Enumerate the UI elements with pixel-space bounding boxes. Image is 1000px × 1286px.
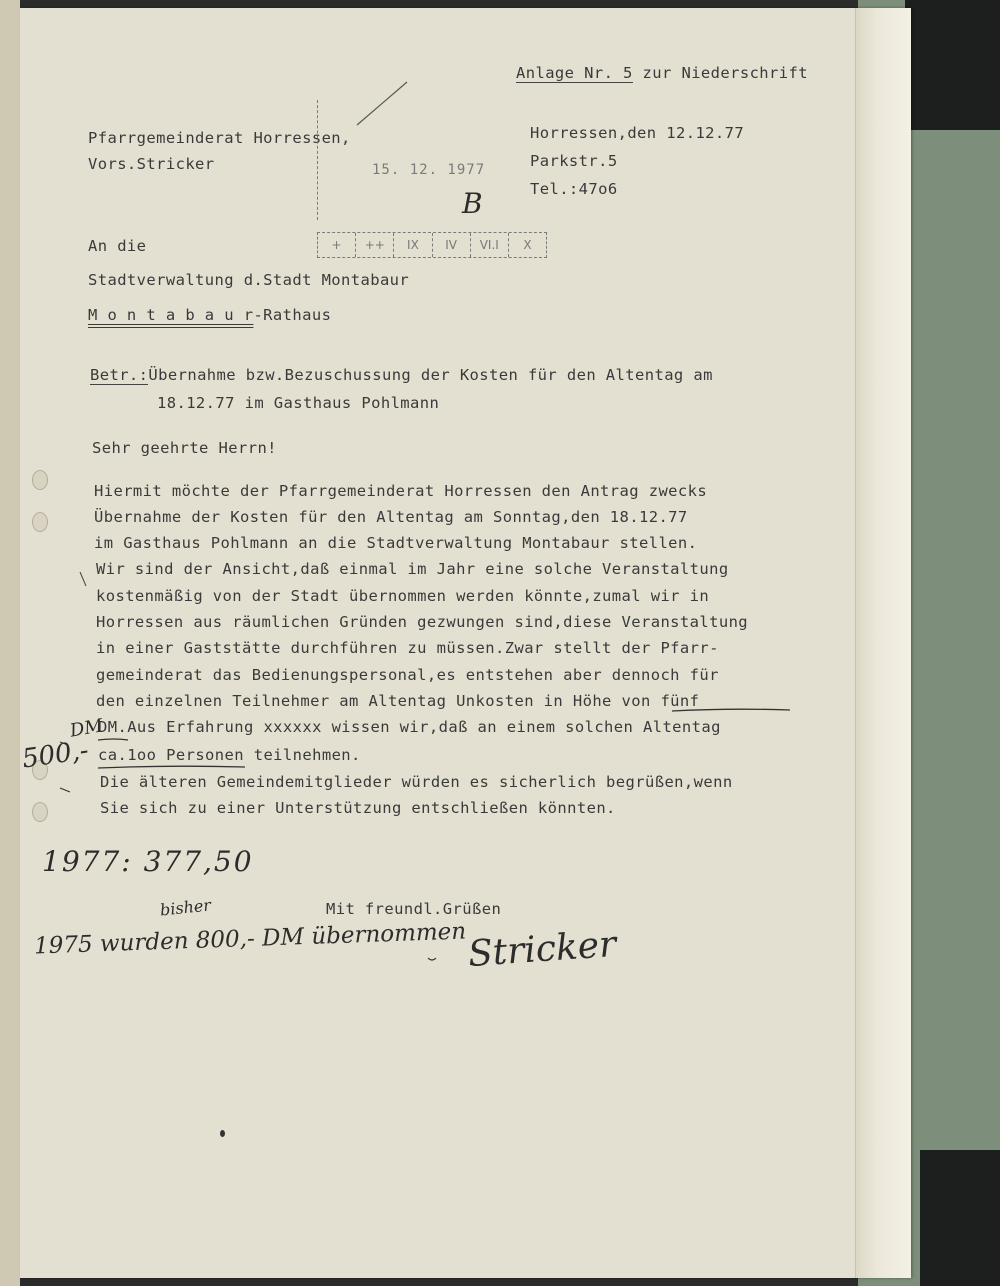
stamp-cell: X (523, 238, 532, 252)
recipient-city-spaced: M o n t a b a u r (88, 306, 254, 324)
salutation: Sehr geehrte Herrn! (92, 439, 277, 457)
body-line: Wir sind der Ansicht,daß einmal im Jahr eine solche Veranstaltung (96, 560, 729, 578)
body-line: Hiermit möchte der Pfarrgemeinderat Horressen den Antrag zwecks (94, 482, 708, 500)
subject-line-2: 18.12.77 im Gasthaus Pohlmann (157, 394, 440, 412)
note-1975: 1975 wurden 800,- DM übernommen (33, 918, 467, 960)
body-line: ca.1oo Personen teilnehmen. (98, 746, 361, 764)
stamp-cell: IX (394, 233, 432, 257)
body-line: Sie sich zu einer Unterstützung entschließen könnten. (100, 799, 616, 817)
sender-line-1: Pfarrgemeinderat Horressen, (88, 129, 351, 147)
annex-label: Anlage Nr. 5 (516, 64, 633, 82)
body-line: Horressen aus räumlichen Gründen gezwungen sind,diese Veranstaltung (96, 613, 749, 631)
note-1977: 1977: 377,50 (42, 845, 254, 878)
body-line: in einer Gaststätte durchführen zu müssen.Zwar stellt der Pfarr- (96, 639, 719, 657)
body-line: den einzelnen Teilnehmer am Altentag Unkosten in Höhe von fünf (96, 692, 700, 710)
ink-dot (220, 1130, 225, 1137)
stamp-cell: + (318, 233, 356, 257)
closing: Mit freundl.Grüßen (326, 900, 502, 918)
sender-line-2: Vors.Stricker (88, 155, 215, 173)
body-line: Die älteren Gemeindemitglieder würden es sicherlich begrüßen,wenn (100, 773, 733, 791)
stamp-received-date: 15. 12. 1977 (372, 162, 486, 178)
recipient-line-1: An die (88, 237, 147, 255)
recipient-city-rest: -Rathaus (253, 306, 332, 324)
body-line: im Gasthaus Pohlmann an die Stadtverwaltung Montabaur stellen. (94, 534, 698, 552)
margin-dm: DM (68, 715, 105, 742)
place-date: Horressen,den 12.12.77 (530, 124, 745, 142)
recipient-line-2: Stadtverwaltung d.Stadt Montabaur (88, 271, 410, 289)
body-line: gemeinderat das Bedienungspersonal,es entstehen aber dennoch für (96, 666, 719, 684)
body-line: Übernahme der Kosten für den Altentag am Sonntag,den 18.12.77 (94, 508, 688, 526)
annex-rest: zur Niederschrift (632, 64, 808, 82)
stamp-cell: ++ (356, 233, 394, 257)
subject-text-1: Übernahme bzw.Bezuschussung der Kosten für den Altentag am (148, 366, 713, 384)
margin-amount: 500,- (20, 735, 91, 775)
note-above: bisher (159, 895, 212, 920)
signature: Stricker (466, 923, 618, 976)
subject-label: Betr.: (90, 366, 149, 384)
stamp-cell: VI.I (471, 233, 509, 257)
stamp-initial: B (462, 187, 483, 220)
body-line: DM.Aus Erfahrung xxxxxx wissen wir,daß an einem solchen Altentag (98, 718, 721, 736)
phone-number: Tel.:47o6 (530, 180, 618, 198)
street-address: Parkstr.5 (530, 152, 618, 170)
stamp-cell: IV (433, 233, 471, 257)
body-line: kostenmäßig von der Stadt übernommen werden könnte,zumal wir in (96, 587, 710, 605)
